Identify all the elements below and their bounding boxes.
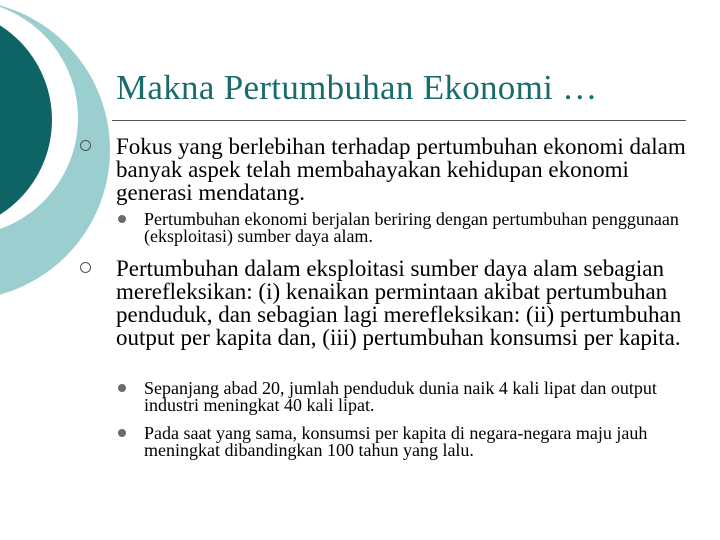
bullet-text: Pertumbuhan dalam eksploitasi sumber daya alam sebagian merefleksikan: (i) kenaikan permintaan akibat pertumbuhan penduduk, dan sebagian lagi merefleksikan: (ii) pertumbuhan output per kapita dan, (iii) pertumbuhan konsumsi per kapita. [116, 256, 682, 350]
hollow-circle-bullet-icon [80, 262, 91, 273]
bullet-text: Fokus yang berlebihan terhadap pertumbuhan ekonomi dalam banyak aspek telah membahayakan kehidupan ekonomi generasi mendatang. [116, 134, 686, 205]
sub-bullet-text: Pertumbuhan ekonomi berjalan beriring dengan pertumbuhan penggunaan (eksploitasi) sumber daya alam. [144, 209, 679, 246]
title-divider [112, 120, 686, 121]
sub-bullet-text: Sepanjang abad 20, jumlah penduduk dunia naik 4 kali lipat dan output industri meningkat 40 kali lipat. [144, 378, 657, 415]
sub-bullet-text: Pada saat yang sama, konsumsi per kapita di negara-negara maju jauh meningkat dibandingkan 100 tahun yang lalu. [144, 423, 648, 460]
filled-dot-bullet-icon [118, 429, 126, 437]
filled-dot-bullet-icon [118, 215, 126, 223]
hollow-circle-bullet-icon [80, 140, 91, 151]
filled-dot-bullet-icon [118, 384, 126, 392]
slide-title: Makna Pertumbuhan Ekonomi … [116, 68, 598, 107]
